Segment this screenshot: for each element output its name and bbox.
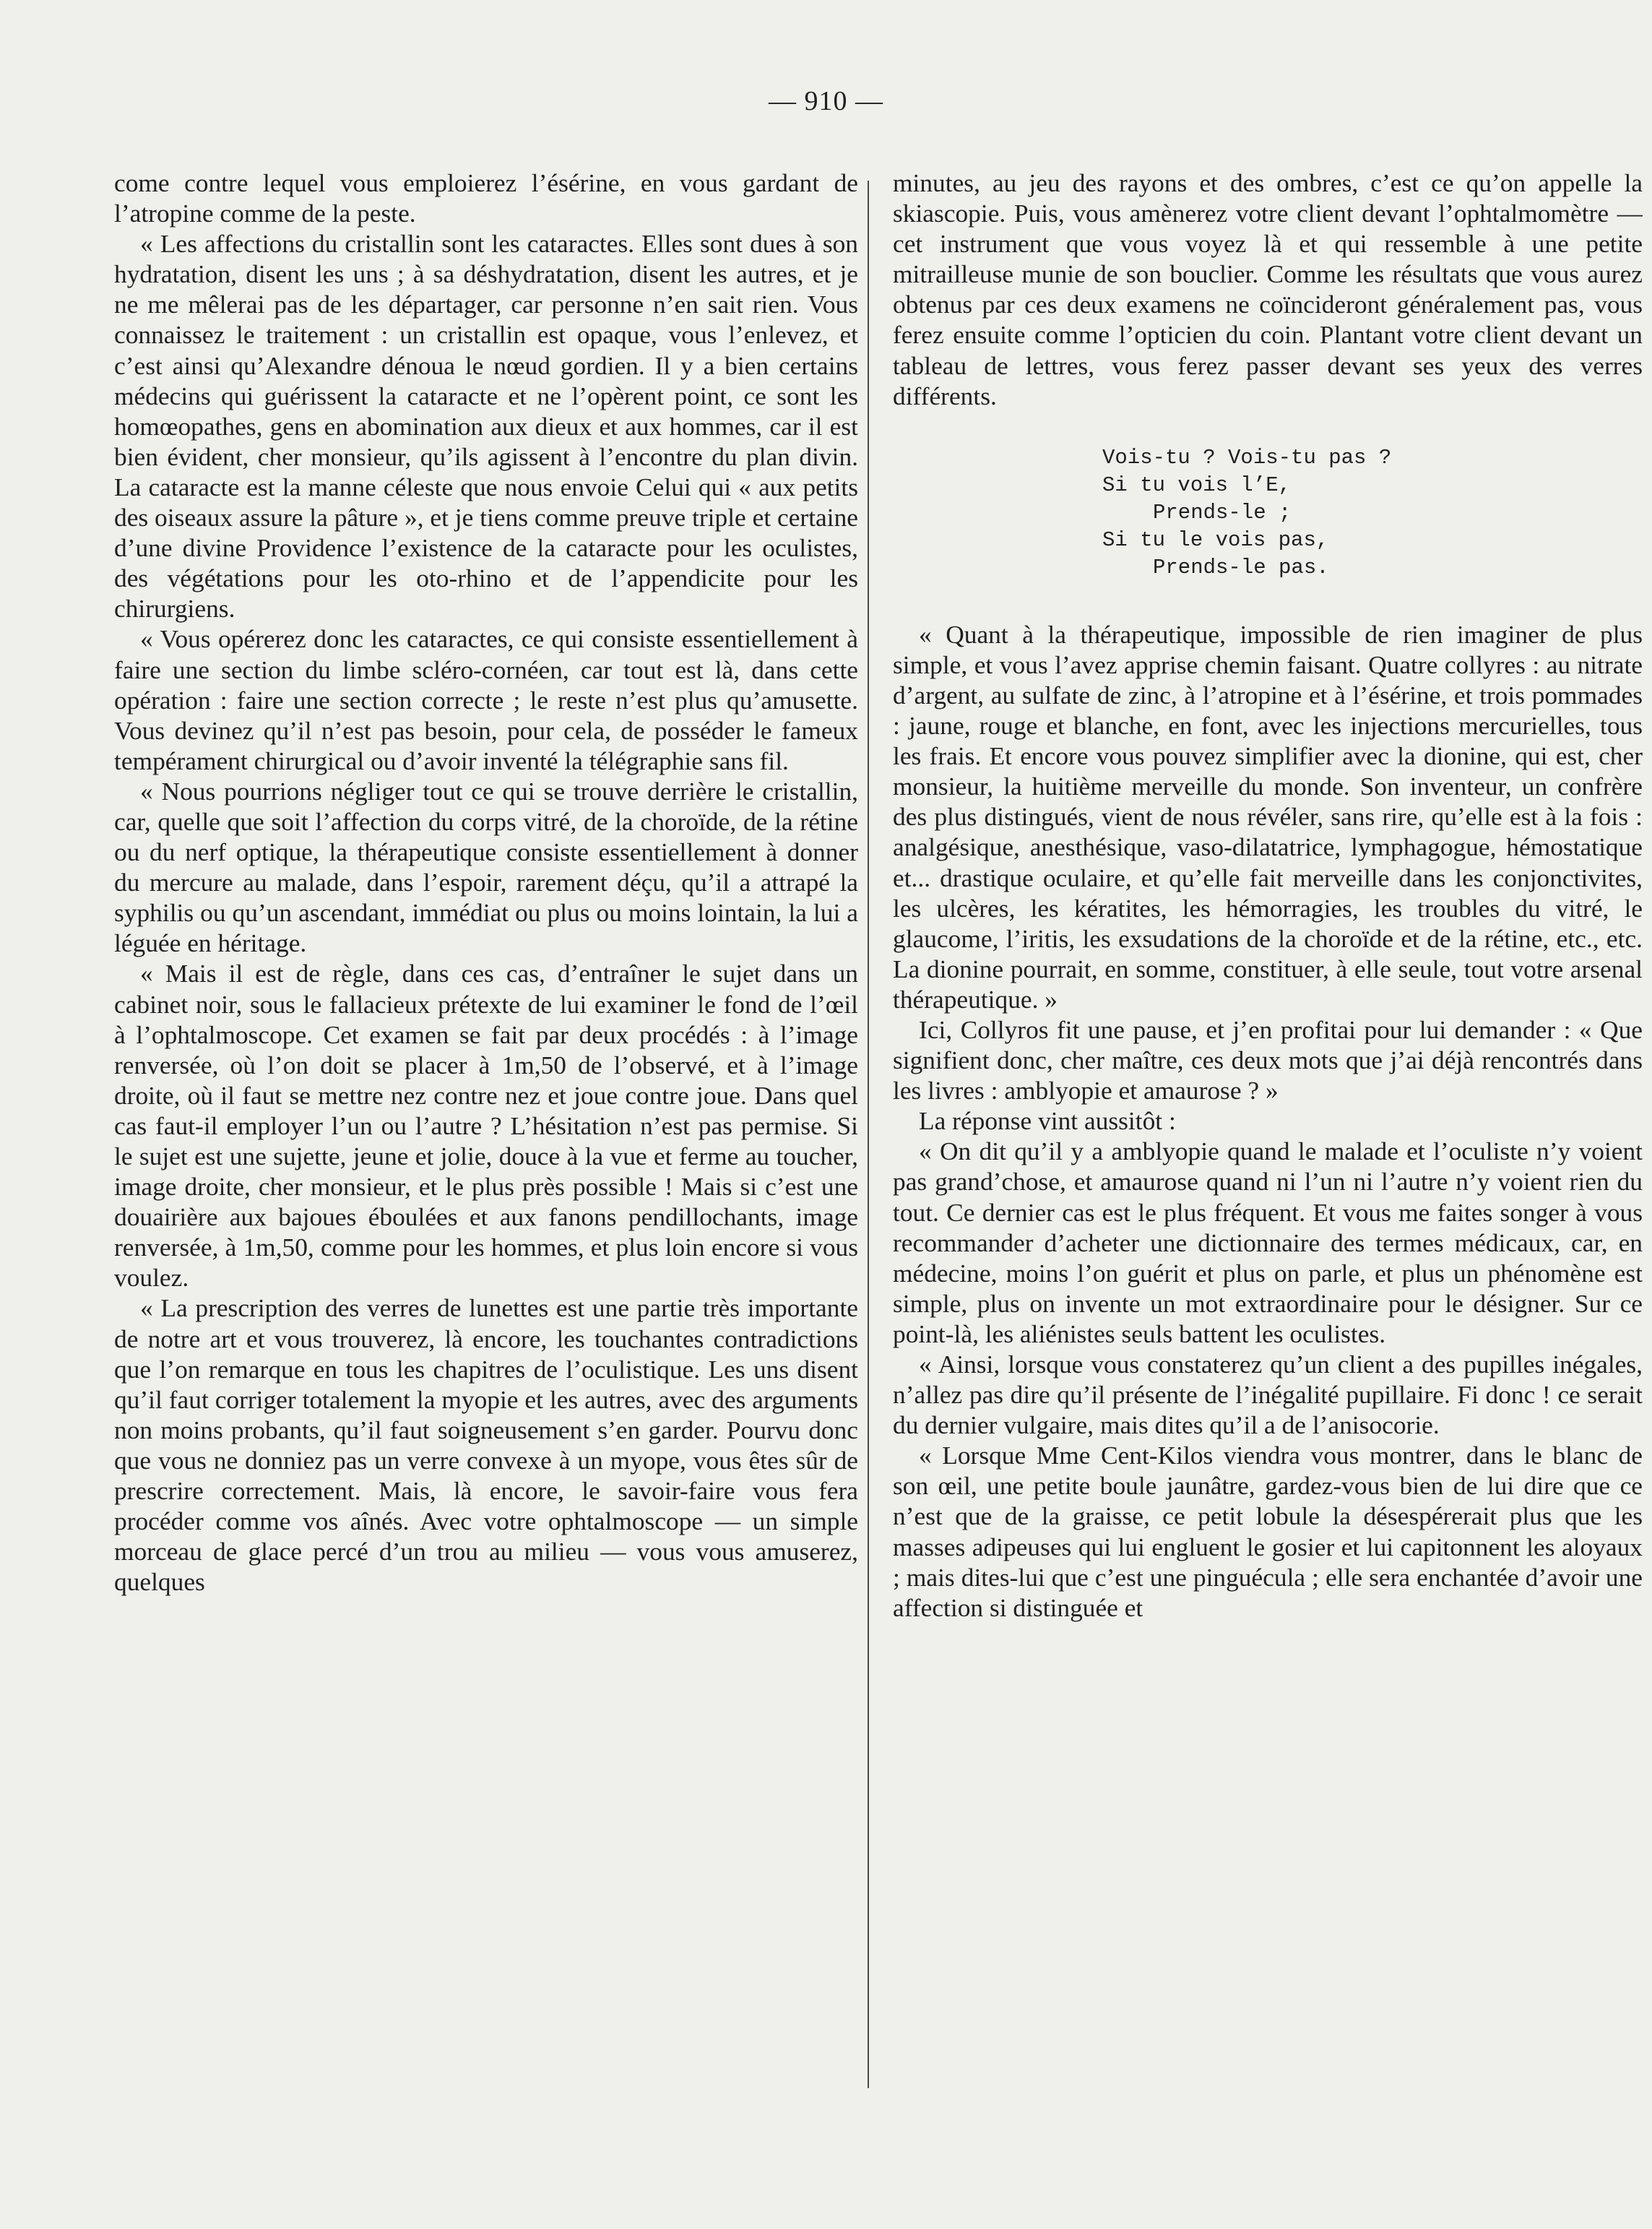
paragraph: « On dit qu’il y a amblyopie quand le malade et l’oculiste n’y voient pas grand’chose, et amaurose quand ni l’un ni l’autre n’y voient rien du tout. Ce dernier cas est le plus fréquent. Et vous me faites songer à vous recommander d’acheter une dictionnaire des termes médicaux, car, en médecine, moins l’on guérit et plus on parle, et plus un phénomène est simple, plus on invente un mot extraordinaire pour le désigner. Sur ce point-là, les aliénistes seuls battent les oculistes. <box>893 1137 1643 1348</box>
paragraph: « La prescription des verres de lunettes est une partie très importante de notre art et vous trouverez, là encore, les touchantes contradictions que l’on remarque en tous les chapitres de l’oculistique. Les uns disent qu’il faut corriger totalement la myopie et les autres, avec des arguments non moins probants, qu’il faut soigneusement s’en garder. Pourvu donc que vous ne donniez pas un verre convexe à un myope, vous êtes sûr de prescrire correctement. Mais, là encore, le savoir-faire vous fera procéder comme vos aînés. Avec votre ophtalmoscope — un simple morceau de glace percé d’un trou au milieu — vous vous amuserez, quelques <box>114 1293 858 1597</box>
paragraph: « Les affections du cristallin sont les cataractes. Elles sont dues à son hydratation, disent les uns ; à sa déshydratation, disent les autres, et je ne me mêlerai pas de les départager, car personne n’en sait rien. Vous connaissez le traitement : un cristallin est opaque, vous l’enlevez, et c’est ainsi qu’Alexandre dénoua le nœud gordien. Il y a bien certains médecins qui guérissent la cataracte et ne l’opèrent point, ce sont les homœopathes, gens en abomination aux dieux et aux hommes, car il est bien évident, cher monsieur, qu’ils agissent à l’encontre du plan divin. La cataracte est la manne céleste que nous envoie Celui qui « aux petits des oiseaux assure la pâture », et je tiens comme preuve triple et certaine d’une divine Providence l’existence de la cataracte pour les oculistes, des végétations pour les oto-rhino et de l’appendicite pour les chirurgiens. <box>114 229 858 624</box>
paragraph: minutes, au jeu des rayons et des ombres, c’est ce qu’on appelle la skiascopie. Puis, vous amènerez votre client devant l’ophtalmomètre — cet instrument que vous voyez là et qui ressemble à une petite mitrailleuse munie de son bouclier. Comme les résultats que vous aurez obtenus par ces deux examens ne coïncideront généralement pas, vous ferez ensuite comme l’opticien du coin. Plantant votre client devant un tableau de lettres, vous ferez passer devant ses yeux des verres différents. <box>893 168 1643 410</box>
paragraph: « Nous pourrions négliger tout ce qui se trouve derrière le cristallin, car, quelle que soit l’affection du corps vitré, de la choroïde, de la rétine ou du nerf optique, la thérapeutique consiste essentiellement à donner du mercure au malade, dans l’espoir, rarement déçu, qu’il a attrapé la syphilis ou qu’un ascendant, immédiat ou plus ou moins lointain, la lui a léguée en héritage. <box>114 776 858 958</box>
verse-line: Prends-le ; <box>1153 500 1292 525</box>
paragraph: La réponse vint aussitôt : <box>919 1106 1176 1136</box>
right-column <box>893 168 1643 2090</box>
paragraph: come contre lequel vous emploierez l’ésérine, en vous gardant de l’atropine comme de la peste. <box>114 168 858 228</box>
paragraph: « Quant à la thérapeutique, impossible de rien imaginer de plus simple, et vous l’avez apprise chemin faisant. Quatre collyres : au nitrate d’argent, au sulfate de zinc, à l’atropine et à l’ésérine, et trois pommades : jaune, rouge et blanche, en font, avec les injections mercurielles, tous les frais. Et encore vous pouvez simplifier avec la dionine, qui est, cher monsieur, la huitième merveille du monde. Son inventeur, un confrère des plus distingués, vient de nous révéler, sans rire, qu’elle est à la fois : analgésique, anesthésique, vaso-dilatatrice, lymphagogue, hémostatique et... drastique oculaire, et qu’elle fait merveille dans les conjonctivites, les ulcères, les kératites, les hémorragies, les troubles du vitré, le glaucome, l’iritis, les exsudations de la choroïde et de la rétine, etc., etc. La dionine pourrait, en somme, constituer, à elle seule, tout votre arsenal thérapeutique. » <box>893 619 1643 1014</box>
verse-line: Vois-tu ? Vois-tu pas ? <box>1102 445 1392 470</box>
paragraph: « Vous opérerez donc les cataractes, ce qui consiste essentiellement à faire une section du limbe scléro-cornéen, car tout est là, dans cette opération : faire une section correcte ; le reste n’est plus qu’amusette. Vous devinez qu’il n’est pas besoin, pour cela, de posséder le fameux tempérament chirurgical ou d’avoir inventé la télégraphie sans fil. <box>114 624 858 775</box>
paragraph: « Mais il est de règle, dans ces cas, d’entraîner le sujet dans un cabinet noir, sous le fallacieux prétexte de lui examiner le fond de l’œil à l’ophtalmoscope. Cet examen se fait par deux procédés : à l’image renversée, où l’on doit se placer à 1m,50 de l’observé, et à l’image droite, où il faut se mettre nez contre nez et joue contre joue. Dans quel cas faut-il employer l’un ou l’autre ? L’hésitation n’est pas permise. Si le sujet est une sujette, jeune et jolie, douce à la vue et ferme au toucher, image droite, cher monsieur, et le plus près possible ! Mais si c’est une douairière aux bajoues éboulées et aux fanons pendillochants, image renversée, à 1m,50, comme pour les hommes, et plus loin encore si vous voulez. <box>114 959 858 1293</box>
verse-line: Prends-le pas. <box>1153 555 1329 579</box>
left-column <box>114 168 858 2090</box>
paragraph: Ici, Collyros fit une pause, et j’en profitai pour lui demander : « Que signifient donc, cher maître, ces deux mots que j’ai déjà rencontrés dans les livres : amblyopie et amaurose ? » <box>893 1014 1643 1105</box>
paragraph: « Ainsi, lorsque vous constaterez qu’un client a des pupilles inégales, n’allez pas dire qu’il présente de l’inégalité pupillaire. Fi donc ! ce serait du dernier vulgaire, mais dites qu’il a de l’anisocorie. <box>893 1350 1643 1440</box>
verse-line: Si tu le vois pas, <box>1102 527 1329 552</box>
verse-block <box>1102 444 1643 582</box>
page-number: — 910 — <box>769 86 883 116</box>
column-divider <box>868 181 869 2088</box>
verse-line: Si tu vois l’E, <box>1102 473 1292 497</box>
paragraph: « Lorsque Mme Cent-Kilos viendra vous montrer, dans le blanc de son œil, une petite boule jaunâtre, gardez-vous bien de lui dire que ce n’est que de la graisse, ce petit lobule la désespérerait plus que les masses adipeuses qui lui engluent le gosier et lui capitonnent les aloyaux ; mais dites-lui que c’est une pinguécula ; elle sera enchantée d’avoir une affection si distinguée et <box>893 1441 1643 1622</box>
